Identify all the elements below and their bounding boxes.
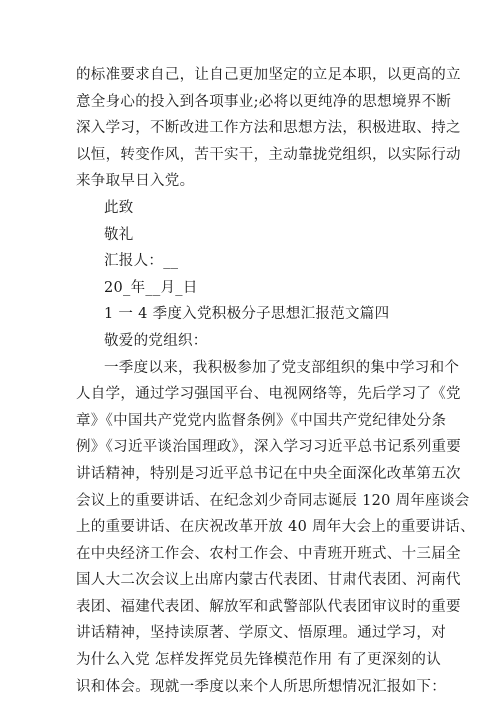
text-line: 上的重要讲话、在庆祝改革开放 40 周年大会上的重要讲话、 — [76, 519, 475, 536]
text-line: 在中央经济工作会、农村工作会、中青班开班式、十三届全 — [76, 545, 461, 562]
text-line: 意全身心的投入到各项事业;必将以更纯净的思想境界不断 — [76, 93, 452, 110]
text-line: 讲话精神，特别是习近平总书记在中央全面深化改革第五次 — [76, 465, 461, 482]
text-line: 一季度以来，我积极参加了党支部组织的集中学习和个 — [104, 359, 460, 376]
text-line: 敬爱的党组织： — [104, 332, 208, 349]
text-line: 1 一 4 季度入党积极分子思想汇报范文篇四 — [104, 306, 390, 323]
text-line: 章》《中国共产党党内监督条例》《中国共产党纪律处分条 — [76, 412, 447, 429]
text-line: 敬礼 — [104, 226, 134, 243]
text-line: 讲话精神，坚持读原著、学原文、悟原理。通过学习，对 — [76, 625, 446, 642]
text-line: 以恒，转变作风，苦干实干，主动靠拢党组织，以实际行动 — [76, 146, 461, 163]
document-body — [76, 62, 475, 700]
text-line: 深入学习，不断改进工作方法和思想方法，积极进取、持之 — [76, 120, 461, 137]
text-line: 的标准要求自己，让自己更加坚定的立足本职，以更高的立 — [76, 67, 461, 83]
text-line: 会议上的重要讲话、在纪念刘少奇同志诞辰 120 周年座谈会 — [76, 492, 470, 509]
text-line: 识和体会。现就一季度以来个人所思所想情况汇报如下： — [76, 678, 446, 695]
text-line: 汇报人：__ — [104, 253, 179, 270]
text-line: 来争取早日入党。 — [76, 173, 195, 190]
text-line: 例》《习近平谈治国理政》，深入学习习近平总书记系列重要 — [76, 439, 462, 456]
text-line: 国人大二次会议上出席内蒙古代表团、甘肃代表团、河南代 — [76, 572, 461, 589]
text-line: 人自学，通过学习强国平台、电视网络等，先后学习了《党 — [76, 386, 461, 403]
text-line: 此致 — [104, 199, 134, 216]
text-line: 20_年__月_日 — [104, 279, 198, 296]
text-line: 表团、福建代表团、解放军和武警部队代表团审议时的重要 — [76, 598, 461, 615]
text-line: 为什么入党 怎样发挥党员先锋模范作用 有了更深刻的认 — [76, 652, 442, 669]
